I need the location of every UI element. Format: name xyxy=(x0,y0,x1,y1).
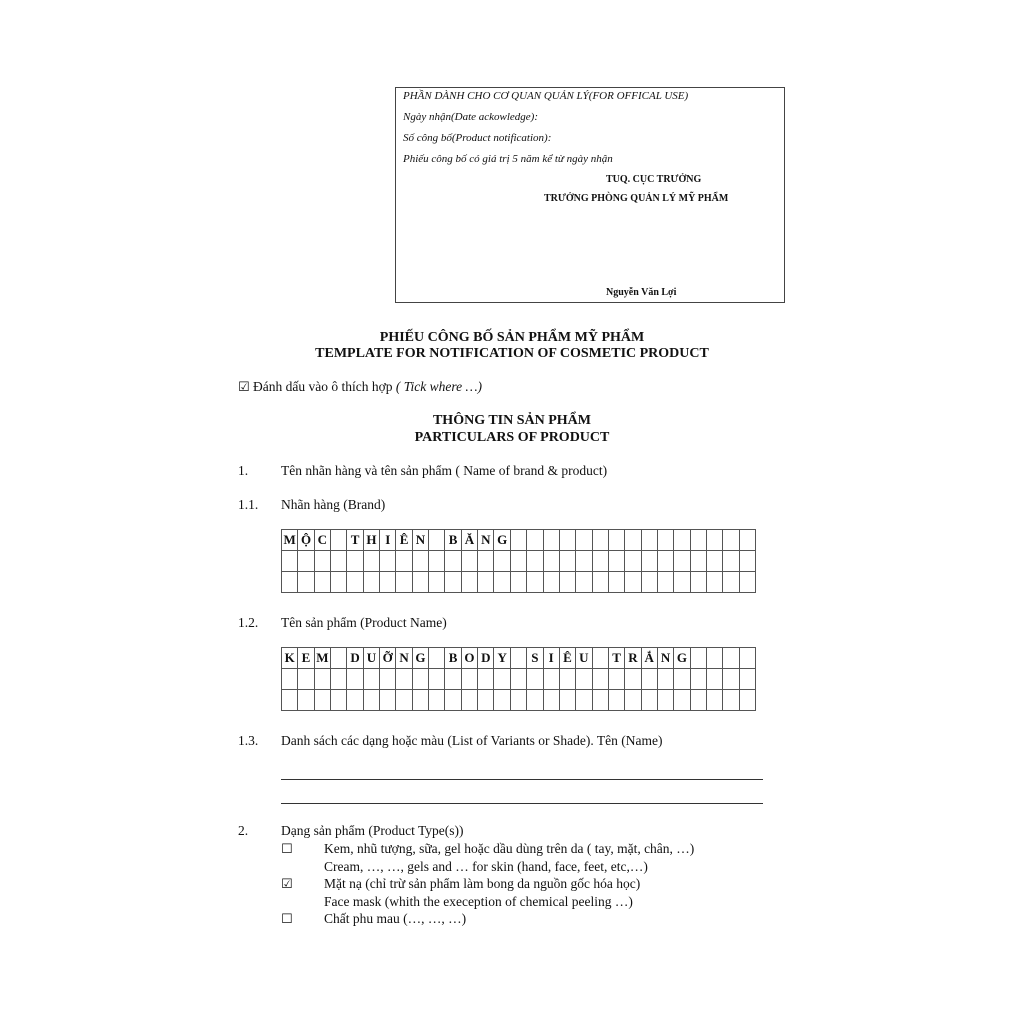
letter-box[interactable]: K xyxy=(282,648,298,669)
letter-box[interactable] xyxy=(625,690,641,711)
letter-box[interactable]: M xyxy=(314,648,330,669)
letter-box[interactable] xyxy=(412,572,428,593)
grid-row xyxy=(282,669,756,690)
letter-box[interactable] xyxy=(576,669,592,690)
letter-box[interactable] xyxy=(478,551,494,572)
item-1-3-label: Danh sách các dạng hoặc màu (List of Variants or Shade). Tên (Name) xyxy=(281,733,663,748)
letter-box[interactable] xyxy=(429,530,445,551)
document-title-en: TEMPLATE FOR NOTIFICATION OF COSMETIC PRODUCT xyxy=(315,346,709,361)
letter-box[interactable] xyxy=(559,551,575,572)
letter-box[interactable] xyxy=(608,669,624,690)
document-title-vi: PHIẾU CÔNG BỐ SẢN PHẨM MỸ PHẨM xyxy=(379,330,645,345)
letter-box[interactable] xyxy=(527,572,543,593)
letter-box[interactable] xyxy=(576,690,592,711)
variant-name-line-1[interactable] xyxy=(281,779,763,780)
letter-box[interactable] xyxy=(314,551,330,572)
letter-box[interactable] xyxy=(347,551,363,572)
sign-title-2: TRƯỞNG PHÒNG QUẢN LÝ MỸ PHẨM xyxy=(544,193,729,204)
letter-box[interactable] xyxy=(592,669,608,690)
letter-box[interactable] xyxy=(576,572,592,593)
empty-checkbox-icon[interactable]: ☐ xyxy=(281,842,293,857)
product-type-item xyxy=(281,840,694,858)
letter-box[interactable] xyxy=(461,669,477,690)
item-1-2-label: Tên sản phẩm (Product Name) xyxy=(281,615,447,630)
letter-box[interactable] xyxy=(641,551,657,572)
checked-box-icon: ☑ xyxy=(238,380,250,395)
item-1-label: Tên nhãn hàng và tên sản phẩm ( Name of brand & product) xyxy=(281,463,608,478)
product-type-list xyxy=(281,840,694,928)
letter-box[interactable] xyxy=(592,530,608,551)
letter-box[interactable] xyxy=(478,690,494,711)
letter-box[interactable]: Ắ xyxy=(641,648,657,669)
letter-box[interactable] xyxy=(657,530,673,551)
letter-box[interactable] xyxy=(347,669,363,690)
letter-box[interactable] xyxy=(412,669,428,690)
letter-box[interactable] xyxy=(543,530,559,551)
letter-box[interactable] xyxy=(429,690,445,711)
letter-box[interactable] xyxy=(559,669,575,690)
letter-box[interactable] xyxy=(478,669,494,690)
letter-box[interactable] xyxy=(331,648,347,669)
product-type-item xyxy=(281,875,694,893)
letter-box[interactable]: M xyxy=(282,530,298,551)
letter-box[interactable] xyxy=(347,572,363,593)
letter-box[interactable] xyxy=(314,572,330,593)
letter-box[interactable] xyxy=(396,690,412,711)
letter-box[interactable] xyxy=(282,551,298,572)
letter-box[interactable] xyxy=(592,572,608,593)
letter-box[interactable] xyxy=(510,669,526,690)
letter-box[interactable] xyxy=(510,648,526,669)
letter-box[interactable] xyxy=(314,669,330,690)
item-1-2-number: 1.2. xyxy=(238,615,259,630)
letter-box[interactable] xyxy=(298,572,314,593)
letter-box[interactable]: T xyxy=(608,648,624,669)
letter-box[interactable]: E xyxy=(298,648,314,669)
letter-box[interactable] xyxy=(445,572,461,593)
letter-box[interactable] xyxy=(298,551,314,572)
letter-box[interactable] xyxy=(608,572,624,593)
section-heading-vi: THÔNG TIN SẢN PHẨM xyxy=(432,413,592,428)
letter-box[interactable] xyxy=(445,669,461,690)
letter-box[interactable] xyxy=(314,690,330,711)
letter-box[interactable] xyxy=(461,551,477,572)
letter-box[interactable] xyxy=(723,648,739,669)
letter-box[interactable] xyxy=(429,572,445,593)
letter-box[interactable] xyxy=(543,669,559,690)
letter-box[interactable]: N xyxy=(412,530,428,551)
letter-box[interactable] xyxy=(429,669,445,690)
letter-box[interactable] xyxy=(331,530,347,551)
letter-box[interactable]: N xyxy=(478,530,494,551)
sign-title-1: TUQ. CỤC TRƯỞNG xyxy=(606,174,702,185)
letter-box[interactable]: G xyxy=(674,648,690,669)
letter-box[interactable] xyxy=(396,572,412,593)
letter-box[interactable] xyxy=(527,530,543,551)
letter-box[interactable] xyxy=(527,669,543,690)
item-1-1-number: 1.1. xyxy=(238,497,259,512)
letter-box[interactable] xyxy=(641,530,657,551)
letter-box[interactable] xyxy=(510,690,526,711)
letter-box[interactable] xyxy=(380,551,396,572)
letter-box[interactable] xyxy=(625,530,641,551)
letter-box[interactable] xyxy=(739,648,755,669)
letter-box[interactable]: G xyxy=(412,648,428,669)
letter-box[interactable] xyxy=(363,669,379,690)
product-type-label-vi: Mặt nạ (chỉ trừ sản phẩm làm bong da nguồn gốc hóa học) xyxy=(324,876,641,891)
official-use-box xyxy=(395,87,785,303)
letter-box[interactable] xyxy=(331,690,347,711)
letter-box[interactable] xyxy=(690,648,706,669)
letter-box[interactable] xyxy=(690,690,706,711)
letter-box[interactable]: U xyxy=(363,648,379,669)
letter-box[interactable] xyxy=(674,690,690,711)
grid-row xyxy=(282,648,756,669)
product-type-label-en: Face mask (whith the exeception of chemical peeling …) xyxy=(324,894,633,909)
letter-box[interactable]: Ỡ xyxy=(380,648,396,669)
letter-box[interactable] xyxy=(363,572,379,593)
letter-box[interactable]: G xyxy=(494,530,510,551)
letter-box[interactable]: S xyxy=(527,648,543,669)
variant-name-line-2[interactable] xyxy=(281,803,763,804)
tick-note-vi: Đánh dấu vào ô thích hợp xyxy=(249,379,396,394)
notification-number-label: Số công bố(Product notification): xyxy=(403,132,552,144)
letter-box[interactable] xyxy=(723,690,739,711)
tick-note-en: ( Tick where …) xyxy=(395,379,482,394)
letter-box[interactable]: H xyxy=(363,530,379,551)
letter-box[interactable] xyxy=(706,648,722,669)
letter-box[interactable]: N xyxy=(657,648,673,669)
letter-box[interactable] xyxy=(429,648,445,669)
tick-note xyxy=(238,379,482,395)
letter-box[interactable] xyxy=(396,669,412,690)
letter-box[interactable] xyxy=(282,690,298,711)
item-2-label: Dạng sản phẩm (Product Type(s)) xyxy=(281,823,464,838)
letter-box[interactable] xyxy=(445,690,461,711)
product-name-grid[interactable] xyxy=(281,647,756,711)
official-header: PHẦN DÀNH CHO CƠ QUAN QUẢN LÝ(FOR OFFICAL USE) xyxy=(403,90,689,102)
letter-box[interactable] xyxy=(412,690,428,711)
letter-box[interactable] xyxy=(331,551,347,572)
letter-box[interactable] xyxy=(690,530,706,551)
letter-box[interactable] xyxy=(625,551,641,572)
letter-box[interactable] xyxy=(641,690,657,711)
product-type-item xyxy=(281,910,694,928)
letter-box[interactable] xyxy=(559,572,575,593)
letter-box[interactable] xyxy=(674,551,690,572)
letter-box[interactable] xyxy=(494,551,510,572)
letter-box[interactable] xyxy=(298,690,314,711)
item-2-number: 2. xyxy=(238,823,249,838)
letter-box[interactable] xyxy=(641,572,657,593)
item-1-number: 1. xyxy=(238,463,249,478)
letter-box[interactable] xyxy=(657,572,673,593)
letter-box[interactable]: N xyxy=(396,648,412,669)
letter-box[interactable] xyxy=(412,551,428,572)
letter-box[interactable] xyxy=(592,551,608,572)
letter-box[interactable] xyxy=(674,530,690,551)
grid-row xyxy=(282,572,756,593)
letter-box[interactable] xyxy=(576,551,592,572)
letter-box[interactable] xyxy=(608,551,624,572)
letter-box[interactable] xyxy=(657,669,673,690)
product-type-label-en: Cream, …, …, gels and … for skin (hand, face, feet, etc,…) xyxy=(324,859,648,874)
letter-box[interactable] xyxy=(739,690,755,711)
letter-box[interactable] xyxy=(298,669,314,690)
letter-box[interactable] xyxy=(723,551,739,572)
letter-box[interactable] xyxy=(559,690,575,711)
letter-box[interactable] xyxy=(723,572,739,593)
letter-box[interactable]: T xyxy=(347,530,363,551)
letter-box[interactable] xyxy=(657,551,673,572)
grid-row xyxy=(282,551,756,572)
letter-box[interactable] xyxy=(461,572,477,593)
letter-box[interactable] xyxy=(543,551,559,572)
grid-row xyxy=(282,530,756,551)
letter-box[interactable]: Ă xyxy=(461,530,477,551)
letter-box[interactable]: B xyxy=(445,648,461,669)
letter-box[interactable] xyxy=(363,690,379,711)
letter-box[interactable]: U xyxy=(576,648,592,669)
date-acknowledge-label: Ngày nhận(Date ackowledge): xyxy=(403,111,539,123)
letter-box[interactable]: I xyxy=(543,648,559,669)
letter-box[interactable] xyxy=(739,530,755,551)
letter-box[interactable] xyxy=(380,572,396,593)
product-type-label-vi: Chất phu mau (…, …, …) xyxy=(324,911,467,926)
letter-box[interactable]: Ộ xyxy=(298,530,314,551)
letter-box[interactable] xyxy=(380,690,396,711)
checked-box-icon[interactable]: ☑ xyxy=(281,877,293,892)
letter-box[interactable] xyxy=(608,690,624,711)
letter-box[interactable] xyxy=(706,669,722,690)
letter-box[interactable] xyxy=(641,669,657,690)
letter-box[interactable] xyxy=(723,669,739,690)
letter-box[interactable]: I xyxy=(380,530,396,551)
letter-box[interactable]: D xyxy=(347,648,363,669)
letter-box[interactable] xyxy=(445,551,461,572)
letter-box[interactable] xyxy=(723,530,739,551)
letter-box[interactable] xyxy=(706,530,722,551)
letter-box[interactable] xyxy=(331,669,347,690)
item-1-3-number: 1.3. xyxy=(238,733,259,748)
letter-box[interactable] xyxy=(527,551,543,572)
letter-box[interactable]: R xyxy=(625,648,641,669)
letter-box[interactable] xyxy=(380,669,396,690)
grid-row xyxy=(282,690,756,711)
letter-box[interactable] xyxy=(690,669,706,690)
letter-box[interactable] xyxy=(478,572,494,593)
item-1-1-label: Nhãn hàng (Brand) xyxy=(281,497,386,512)
letter-box[interactable]: O xyxy=(461,648,477,669)
letter-box[interactable] xyxy=(494,572,510,593)
letter-box[interactable] xyxy=(592,690,608,711)
letter-box[interactable]: Ê xyxy=(396,530,412,551)
letter-box[interactable] xyxy=(510,530,526,551)
letter-box[interactable] xyxy=(429,551,445,572)
letter-box[interactable] xyxy=(543,572,559,593)
signer-name: Nguyễn Văn Lợi xyxy=(606,287,677,298)
empty-checkbox-icon[interactable]: ☐ xyxy=(281,912,293,927)
letter-box[interactable] xyxy=(706,572,722,593)
letter-box[interactable] xyxy=(494,669,510,690)
letter-box[interactable]: Ê xyxy=(559,648,575,669)
brand-grid[interactable] xyxy=(281,529,756,593)
validity-note: Phiếu công bố có giá trị 5 năm kể từ ngày nhận xyxy=(403,153,613,165)
letter-box[interactable] xyxy=(494,690,510,711)
letter-box[interactable] xyxy=(592,648,608,669)
section-heading-en: PARTICULARS OF PRODUCT xyxy=(414,430,610,445)
letter-box[interactable] xyxy=(739,551,755,572)
letter-box[interactable] xyxy=(396,551,412,572)
letter-box[interactable] xyxy=(674,669,690,690)
letter-box[interactable] xyxy=(739,572,755,593)
letter-box[interactable] xyxy=(331,572,347,593)
letter-box[interactable] xyxy=(347,690,363,711)
letter-box[interactable] xyxy=(608,530,624,551)
letter-box[interactable] xyxy=(282,572,298,593)
product-type-label-vi: Kem, nhũ tượng, sữa, gel hoặc dầu dùng trên da ( tay, mặt, chân, …) xyxy=(324,841,695,856)
letter-box[interactable] xyxy=(461,690,477,711)
letter-box[interactable] xyxy=(510,572,526,593)
letter-box[interactable]: C xyxy=(314,530,330,551)
letter-box[interactable] xyxy=(625,669,641,690)
letter-box[interactable] xyxy=(363,551,379,572)
letter-box[interactable]: Y xyxy=(494,648,510,669)
letter-box[interactable] xyxy=(625,572,641,593)
letter-box[interactable] xyxy=(690,572,706,593)
letter-box[interactable] xyxy=(706,551,722,572)
letter-box[interactable] xyxy=(543,690,559,711)
letter-box[interactable] xyxy=(282,669,298,690)
letter-box[interactable]: D xyxy=(478,648,494,669)
letter-box[interactable] xyxy=(576,530,592,551)
letter-box[interactable] xyxy=(674,572,690,593)
letter-box[interactable] xyxy=(690,551,706,572)
letter-box[interactable]: B xyxy=(445,530,461,551)
letter-box[interactable] xyxy=(510,551,526,572)
letter-box[interactable] xyxy=(559,530,575,551)
letter-box[interactable] xyxy=(527,690,543,711)
letter-box[interactable] xyxy=(657,690,673,711)
letter-box[interactable] xyxy=(706,690,722,711)
letter-box[interactable] xyxy=(739,669,755,690)
